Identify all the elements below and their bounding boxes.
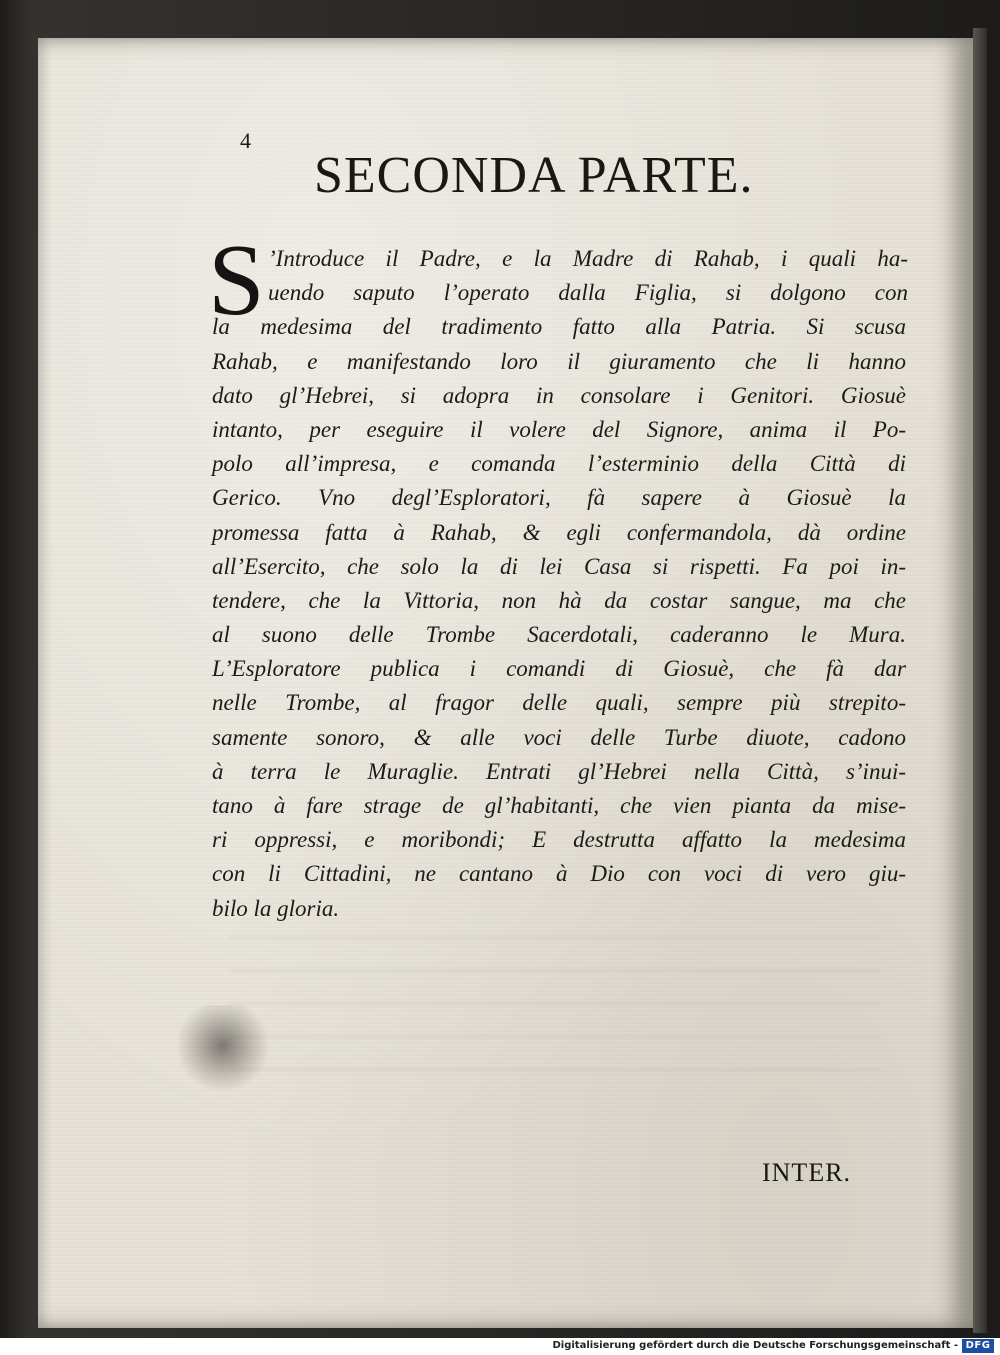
book-page-edge (973, 28, 987, 1333)
text-line: con li Cittadini, ne cantano à Dio con voci di vero giu- (212, 861, 906, 887)
text-line: nelle Trombe, al fragor delle quali, sempre più strepito- (212, 690, 906, 716)
text-line: all’Esercito, che solo la di lei Casa si rispetti. Fa poi in- (212, 553, 906, 579)
text-line: Gerico. Vno degl’Esploratori, fà sapere à Giosuè la (212, 485, 906, 511)
text-line: dato gl’Hebrei, si adopra in consolare i Genitori. Giosuè (212, 382, 906, 408)
ink-stain (178, 1005, 268, 1095)
text-line: tano à fare strage de gl’habitanti, che vien pianta da mise- (212, 793, 906, 818)
text-line: polo all’impresa, e comanda l’esterminio della Città di (212, 451, 906, 477)
text-line: bilo la gloria. (212, 895, 340, 921)
argument-paragraph (212, 242, 908, 926)
text-line: Rahab, e manifestando loro il giuramento che li hanno (212, 348, 906, 374)
page-title: SECONDA PARTE. (314, 147, 754, 204)
text-line: L’Esploratore publica i comandi di Giosuè, che fà dar (212, 656, 906, 682)
catchword: INTER. (762, 1158, 852, 1187)
text-line: promessa fatta à Rahab, & egli confermandola, dà ordine (212, 519, 906, 545)
text-line: ’Introduce il Padre, e la Madre di Rahab, i quali ha- (268, 246, 908, 271)
drop-capital: S (208, 224, 265, 337)
footer-credit: Digitalisierung gefördert durch die Deutsche Forschungsgemeinschaft - (552, 1340, 958, 1351)
ink-bleed-through (230, 936, 880, 1096)
text-line: la medesima del tradimento fatto alla Patria. Si scusa (212, 314, 906, 340)
page-number: 4 (240, 128, 251, 153)
text-line: à terra le Muraglie. Entrati gl’Hebrei nella Città, s’inui- (212, 758, 906, 784)
text-line: uendo saputo l’operato dalla Figlia, si dolgono con (268, 280, 908, 306)
text-line: tendere, che la Vittoria, non hà da costar sangue, ma che (212, 587, 906, 613)
text-line: intanto, per eseguire il volere del Signore, anima il Po- (212, 416, 906, 442)
text-line: al suono delle Trombe Sacerdotali, caderanno le Mura. (212, 622, 906, 648)
text-line: ri oppressi, e moribondi; E destrutta affatto la medesima (212, 827, 906, 853)
dfg-logo: DFG (962, 1339, 994, 1353)
text-line: samente sonoro, & alle voci delle Turbe diuote, cadono (212, 724, 906, 750)
